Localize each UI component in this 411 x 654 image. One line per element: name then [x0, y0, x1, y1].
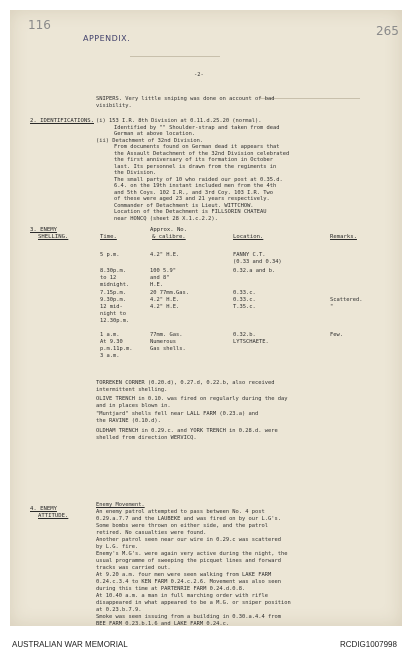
- shelling-time-cell: 7.15p.m.: [100, 290, 126, 296]
- shelling-location-cell: (0.33 and 0.34): [233, 259, 282, 265]
- shelling-note-line: OLIVE TRENCH in 0.10. was fired on regularly during the day: [96, 396, 288, 402]
- col-location-header: Location.: [233, 234, 264, 240]
- shelling-calibre-cell: 4.2" H.E.: [150, 297, 180, 303]
- shelling-calibre-cell: 20 77mm.Gas.: [150, 290, 189, 296]
- identifications-line: (i) 153 I.R. 8th Division at 0.11.d.25.20 (normal).: [96, 118, 262, 124]
- shelling-note-line: OLDHAM TRENCH in 0.29.c. and YORK TRENCH in 0.28.d. were: [96, 428, 278, 434]
- identifications-line: last. Its personnel is drawn from the regiments in: [114, 163, 277, 170]
- identifications-line: The small party of 10 who raided our post at 0.35.d.: [114, 176, 283, 183]
- shelling-location-cell: 0.33.c.: [233, 297, 256, 303]
- enemy-movement-subheading: Enemy Movement.: [96, 502, 145, 508]
- attitude-line: Some bombs were thrown on either side, and the patrol: [96, 523, 269, 529]
- attitude-line: 0.29.a.7.7 and the LAUBEKE and was fired on by our L.G's.: [96, 516, 281, 522]
- page-number-left: 116: [28, 18, 51, 32]
- attitude-line: tracks was carried out.: [96, 565, 171, 571]
- shelling-time-cell: night to: [100, 311, 126, 317]
- attitude-line: by L.G. fire.: [96, 544, 139, 550]
- attitude-heading: 4. ENEMY: [30, 506, 57, 512]
- shelling-time-cell: 12 mid-: [100, 304, 123, 310]
- shelling-time-cell: 1 a.m.: [100, 332, 120, 338]
- shelling-calibre-cell: Numerous: [150, 339, 176, 345]
- identifications-line: of these were aged 23 and 21 years respectively.: [114, 196, 270, 202]
- footer-reference: RCDIG1007998: [340, 640, 397, 649]
- identifications-line: German at above location.: [114, 131, 196, 137]
- identifications-line: From documents found on German dead it appears that: [114, 144, 280, 150]
- attitude-line: during this time at PARTENRIE FARM 0.24.d.0.8.: [96, 586, 246, 592]
- shelling-calibre-cell: H.E.: [150, 282, 163, 288]
- faded-mark: [130, 56, 220, 57]
- shelling-note-line: TORREKEN CORNER (0.20.d), 0.27.d, 0.22.b, also received: [96, 380, 275, 386]
- shelling-heading: 3. ENEMY: [30, 227, 57, 233]
- shelling-location-cell: LYTSCHAETE.: [233, 339, 269, 345]
- identifications-heading: 2. IDENTIFICATIONS.: [30, 118, 94, 124]
- attitude-line: Another patrol seen near our wire in 0.29.c was scattered: [96, 537, 281, 543]
- shelling-calibre-cell: Gas shells.: [150, 346, 186, 352]
- attitude-line: Enemy's M.G's. were again very active during the night, the: [96, 551, 288, 557]
- shelling-note-line: "Muntjard" shells fell near LALL FARM (0.23.a) and: [96, 411, 259, 417]
- shelling-note-line: intermittent shelling.: [96, 387, 168, 393]
- shelling-time-cell: p.m.11p.m.: [100, 346, 133, 352]
- shelling-location-cell: 0.33.c.: [233, 290, 256, 296]
- col-calibre-header: Approx. No.: [150, 227, 188, 233]
- attitude-line: BEE FARM 0.23.b.1.6 and LAKE FARM 0.24.c.: [96, 621, 230, 627]
- identifications-line: Commander of Detachment is Lieut. WITTCHOW.: [114, 202, 254, 209]
- footer: [0, 632, 411, 654]
- shelling-remarks-cell: Few.: [330, 332, 343, 338]
- page-number-right: 265: [376, 24, 399, 38]
- identifications-line: near HONCQ (sheet 28 X.1.c.2.2).: [114, 215, 218, 222]
- shelling-remarks-cell: Scattered.: [330, 297, 363, 303]
- shelling-time-cell: 8.30p.m.: [100, 268, 126, 274]
- attitude-line: At 10.40 a.m. a man in full marching order with rifle: [96, 593, 269, 599]
- col-time-header: Time.: [100, 234, 117, 240]
- shelling-calibre-cell: 100 5.9": [150, 268, 176, 274]
- attitude-line: disappeared in what appeared to be a M.G. or sniper position: [96, 600, 291, 606]
- identifications-line: Identified by "" Shoulder-strap and taken from dead: [114, 124, 280, 131]
- attitude-line: at 0.23.b.7.9.: [96, 607, 142, 613]
- identifications-line: the Division.: [114, 170, 157, 176]
- shelling-note-line: shelled from direction WERVICQ.: [96, 435, 197, 441]
- shelling-time-cell: midnight.: [100, 282, 130, 288]
- identifications-line: 6.4. on the 19th instant included men from the 4th: [114, 183, 277, 189]
- attitude-line: 0.24.c.3.4 to KEN FARM 0.24.c.2.6. Movement was also seen: [96, 579, 281, 585]
- page-marker: -2-: [194, 72, 204, 78]
- shelling-note-line: and in places blown in.: [96, 403, 171, 409]
- attitude-heading-2: ATTITUDE.: [38, 513, 69, 519]
- shelling-time-cell: 9.30p.m.: [100, 297, 126, 303]
- shelling-location-cell: 0.32.a and b.: [233, 268, 276, 274]
- attitude-line: Smoke was seen issuing from a building in 0.30.a.4.4 from: [96, 614, 281, 620]
- identifications-line: (ii) Detachment of 32nd Division.: [96, 137, 204, 144]
- snipers-line: visibility.: [96, 103, 132, 109]
- shelling-location-cell: T.35.c.: [233, 304, 256, 310]
- shelling-heading-2: SHELLING.: [38, 234, 69, 240]
- shelling-location-cell: 0.32.b.: [233, 332, 256, 338]
- identifications-line: and 5th Coys. 102 I.R., and 3rd Coy. 103 I.R. Two: [114, 189, 274, 196]
- identifications-line: Location of the Detachment is FILLSORIN CHATEAU: [114, 209, 267, 215]
- shelling-calibre-cell: and 8": [150, 275, 170, 281]
- shelling-remarks-cell: ": [330, 304, 334, 310]
- attitude-line: retired. No casualties were found.: [96, 530, 207, 536]
- attitude-line: usual programme of sweeping the picquet lines and forward: [96, 558, 281, 564]
- shelling-time-cell: 12.30p.m.: [100, 318, 130, 324]
- attitude-line: At 9.20 a.m. four men were seen walking from LAKE FARM: [96, 572, 272, 578]
- shelling-calibre-cell: 4.2" H.E.: [150, 304, 180, 310]
- shelling-calibre-cell: 4.2" H.E.: [150, 252, 180, 258]
- shelling-note-line: the RAVINE (0.10.d).: [96, 418, 161, 424]
- shelling-time-cell: 5 p.m.: [100, 252, 120, 258]
- identifications-line: the first anniversary of its formation in October: [114, 157, 274, 163]
- identifications-line: the Assault Detachment of the 32nd Division celebrated: [114, 150, 290, 157]
- shelling-time-cell: At 9.30: [100, 339, 123, 345]
- shelling-time-cell: to 12: [100, 275, 117, 281]
- shelling-calibre-cell: 77mm. Gas.: [150, 332, 183, 338]
- appendix-label: APPENDIX.: [83, 34, 131, 43]
- shelling-location-cell: FANNY C.T.: [233, 252, 266, 258]
- col-calibre-header: & calibre.: [152, 234, 186, 240]
- footer-institution: AUSTRALIAN WAR MEMORIAL: [12, 640, 128, 649]
- shelling-time-cell: 3 a.m.: [100, 353, 120, 359]
- col-remarks-header: Remarks.: [330, 234, 357, 240]
- faded-mark: [260, 98, 360, 99]
- attitude-line: An enemy patrol attempted to pass between No. 4 post: [96, 509, 265, 515]
- snipers-line: SNIPERS. Very little sniping was done on account of bad: [96, 96, 275, 102]
